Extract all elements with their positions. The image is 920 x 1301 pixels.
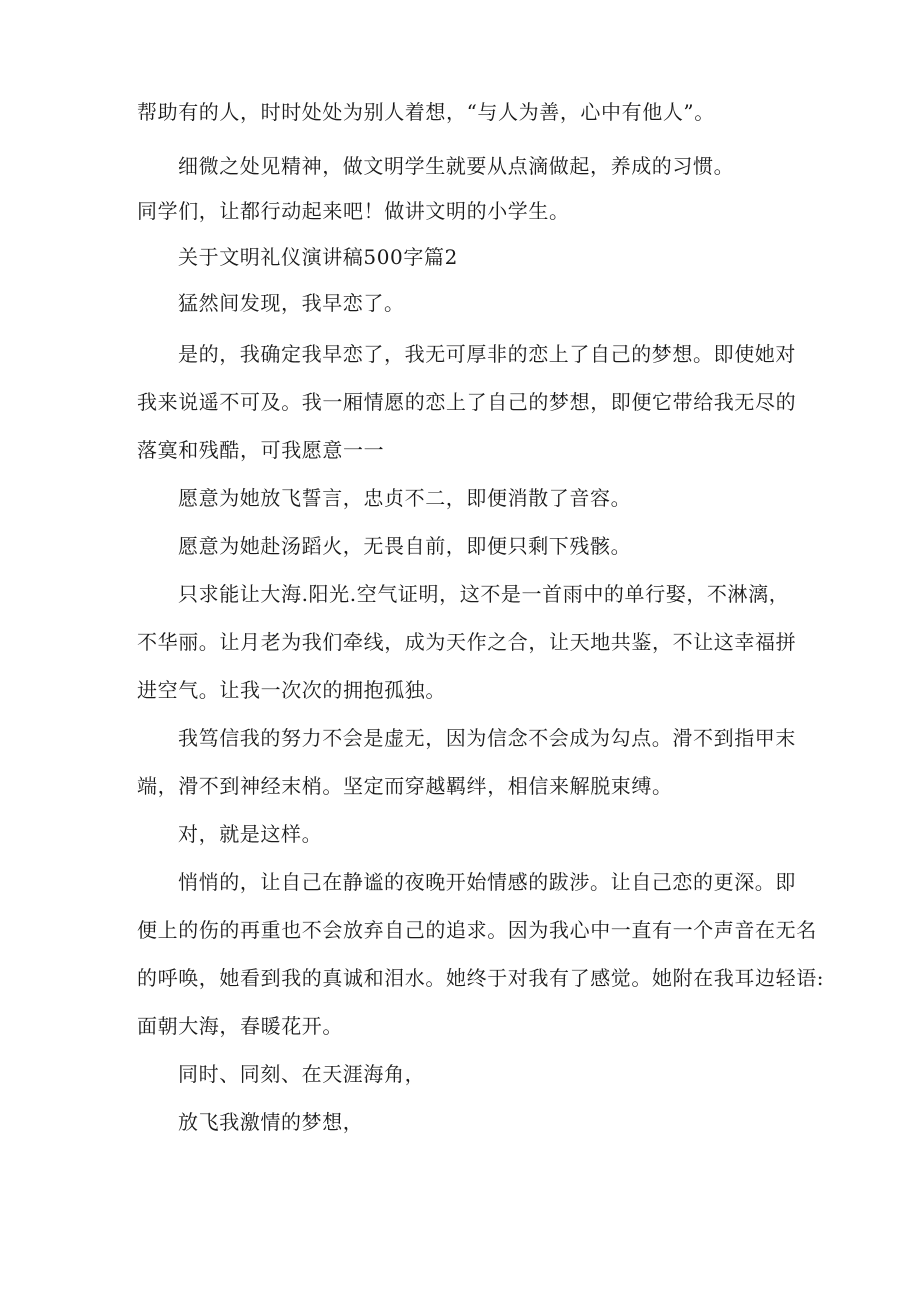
text-line: 同学们，让都行动起来吧！做讲文明的小学生。 — [137, 199, 570, 223]
text-line: 悄悄的，让自己在静谧的夜晚开始情感的跋涉。让自己恋的更深。即 — [178, 870, 796, 894]
text-line: 的呼唤，她看到我的真诚和泪水。她终于对我有了感觉。她附在我耳边轻语: — [137, 966, 825, 990]
text-line: 端，滑不到神经末梢。坚定而穿越羁绊，相信来解脱束缚。 — [137, 774, 673, 798]
text-line: 是的，我确定我早恋了，我无可厚非的恋上了自己的梦想。即使她对 — [178, 342, 796, 366]
text-line: 对，就是这样。 — [178, 822, 323, 846]
text-line: 进空气。让我一次次的拥抱孤独。 — [137, 678, 446, 702]
text-line: 不华丽。让月老为我们牵线，成为天作之合，让天地共鉴，不让这幸福拼 — [137, 630, 797, 654]
text-line: 面朝大海，春暖花开。 — [137, 1014, 343, 1038]
text-line: 猛然间发现，我早恋了。 — [178, 291, 405, 315]
section-heading: 关于文明礼仪演讲稿500字篇2 — [178, 245, 458, 269]
text-line: 放飞我激情的梦想， — [178, 1110, 364, 1134]
text-line: 只求能让大海.阳光.空气证明，这不是一首雨中的单行娶，不淋漓， — [178, 582, 790, 606]
text-line: 帮助有的人，时时处处为别人着想，“与人为善，心中有他人”。 — [137, 100, 715, 124]
text-line: 便上的伤的再重也不会放弃自己的追求。因为我心中一直有一个声音在无名 — [137, 918, 817, 942]
text-line: 同时、同刻、在天涯海角， — [178, 1062, 426, 1086]
text-line: 落寞和残酷，可我愿意一一 — [137, 438, 385, 462]
text-line: 愿意为她放飞誓言，忠贞不二，即便消散了音容。 — [178, 486, 632, 510]
text-line: 我来说遥不可及。我一厢情愿的恋上了自己的梦想，即便它带给我无尽的 — [137, 390, 797, 414]
text-line: 愿意为她赴汤蹈火，无畏自前，即便只剩下残骸。 — [178, 534, 632, 558]
text-line: 细微之处见精神，做文明学生就要从点滴做起，养成的习惯。 — [178, 154, 735, 178]
text-line: 我笃信我的努力不会是虚无，因为信念不会成为勾点。滑不到指甲末 — [178, 726, 796, 750]
